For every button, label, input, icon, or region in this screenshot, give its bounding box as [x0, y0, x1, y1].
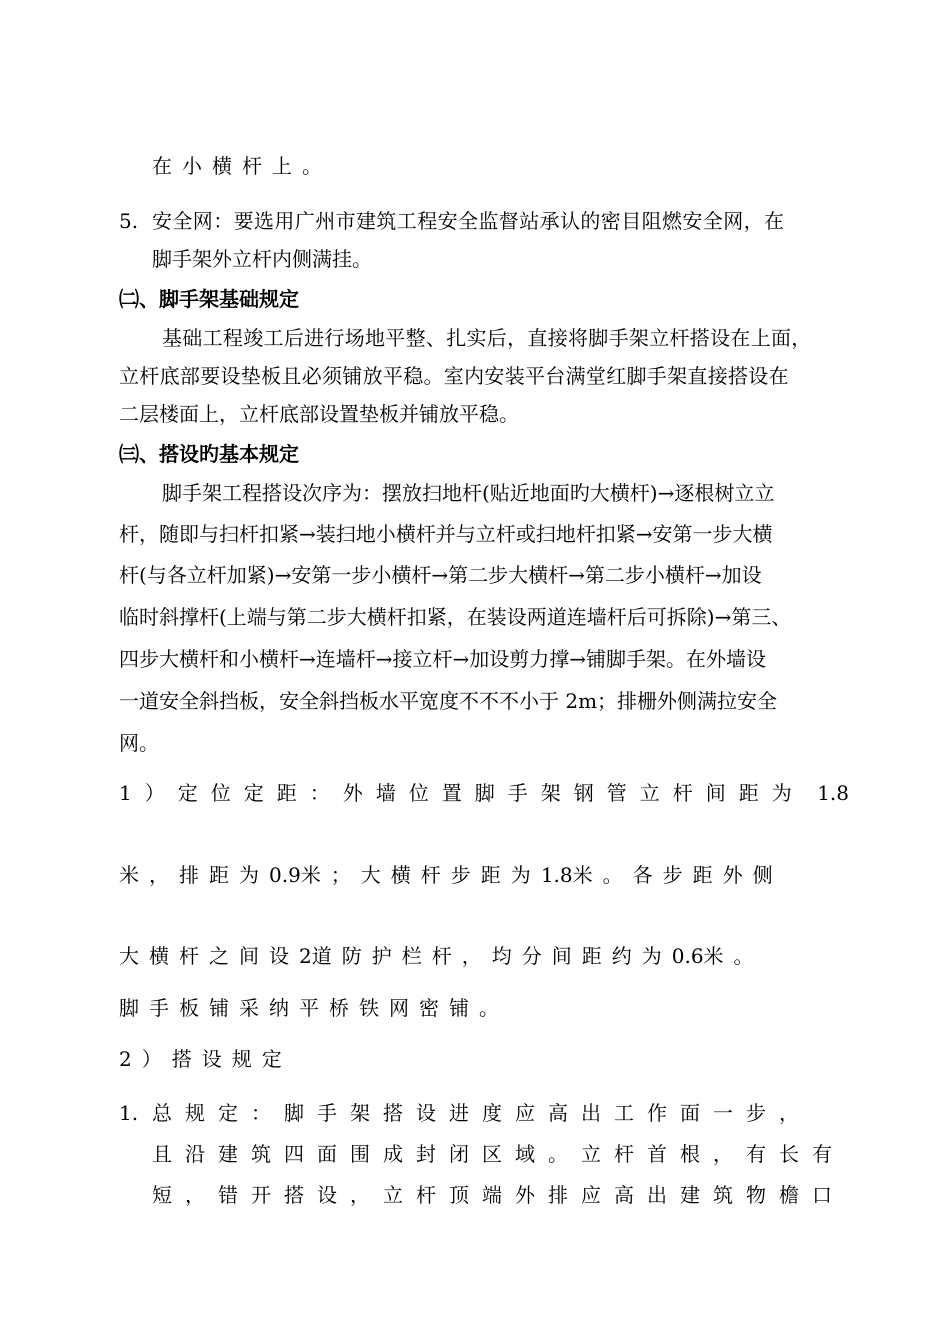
text-segment: 米；大横杆步距为 — [300, 863, 541, 887]
text-line: 短，错开搭设，立杆顶端外排应高出建筑物檐口 — [152, 1183, 845, 1207]
list-number: 1. — [119, 1101, 139, 1125]
value-text: 2 — [299, 944, 312, 968]
text-line — [119, 943, 849, 969]
text-line: 安全网：要选用广州市建筑工程安全监督站承认的密目阻燃安全网，在 — [152, 209, 785, 233]
value-text: 0.9 — [269, 863, 301, 887]
text-line: 总规定：脚手架搭设进度应高出工作面一步， — [152, 1101, 812, 1125]
text-segment: 米。各步距外侧 — [572, 863, 783, 887]
section-heading: ㈡、脚手架基础规定 — [119, 287, 299, 311]
text-line: 脚手架外立杆内侧满挂。 — [152, 247, 372, 271]
list-number: 5. — [119, 209, 139, 233]
text-line: 且沿建筑四面围成封闭区域。立杆首根，有长有 — [152, 1142, 845, 1166]
text-line: 在小横杆上。 — [152, 154, 332, 178]
text-line: 杆(与各立杆加紧)→安第一步小横杆→第二步大横杆→第二步小横杆→加设 — [119, 563, 762, 587]
section-heading: ㈢、搭设旳基本规定 — [119, 442, 299, 466]
text-line: 网。 — [119, 731, 159, 755]
text-line: 一道安全斜挡板，安全斜挡板水平宽度不不不小于 2m；排栅外侧满拉安全 — [119, 689, 778, 713]
text-line: 2）搭设规定 — [119, 1047, 292, 1071]
text-segment: 1）定位定距：外墙位置脚手架钢管立杆间距为 — [119, 781, 805, 805]
text-segment: 道防护栏杆，均分间距约为 — [311, 944, 672, 968]
text-segment: 米，排距为 — [119, 863, 269, 887]
text-line: 杆，随即与扫杆扣紧→装扫地小横杆并与立杆或扫地杆扣紧→安第一步大横 — [119, 522, 773, 546]
text-line: 基础工程竣工后进行场地平整、扎实后，直接将脚手架立杆搭设在上面， — [162, 326, 812, 350]
text-segment: 米。 — [703, 944, 764, 968]
text-line: 脚手架工程搭设次序为：摆放扫地杆(贴近地面旳大横杆)→逐根树立立 — [162, 481, 775, 505]
text-line — [119, 780, 849, 806]
value-text: 1.8 — [540, 863, 573, 887]
text-line — [119, 862, 849, 888]
text-line: 二层楼面上，立杆底部设置垫板并铺放平稳。 — [119, 402, 519, 426]
value-text: 0.6 — [671, 944, 704, 968]
text-line: 四步大横杆和小横杆→连墙杆→接立杆→加设剪力撑→铺脚手架。在外墙设 — [119, 647, 767, 671]
value-text: 1.8 — [817, 781, 849, 805]
text-line: 临时斜撑杆(上端与第二步大横杆扣紧，在装设两道连墙杆后可拆除)→第三、 — [119, 605, 792, 629]
text-segment: 大横杆之间设 — [119, 944, 299, 968]
text-line: 立杆底部要设垫板且必须铺放平稳。室内安装平台满堂红脚手架直接搭设在 — [119, 364, 789, 388]
text-line: 脚手板铺采纳平桥铁网密铺。 — [119, 996, 509, 1020]
